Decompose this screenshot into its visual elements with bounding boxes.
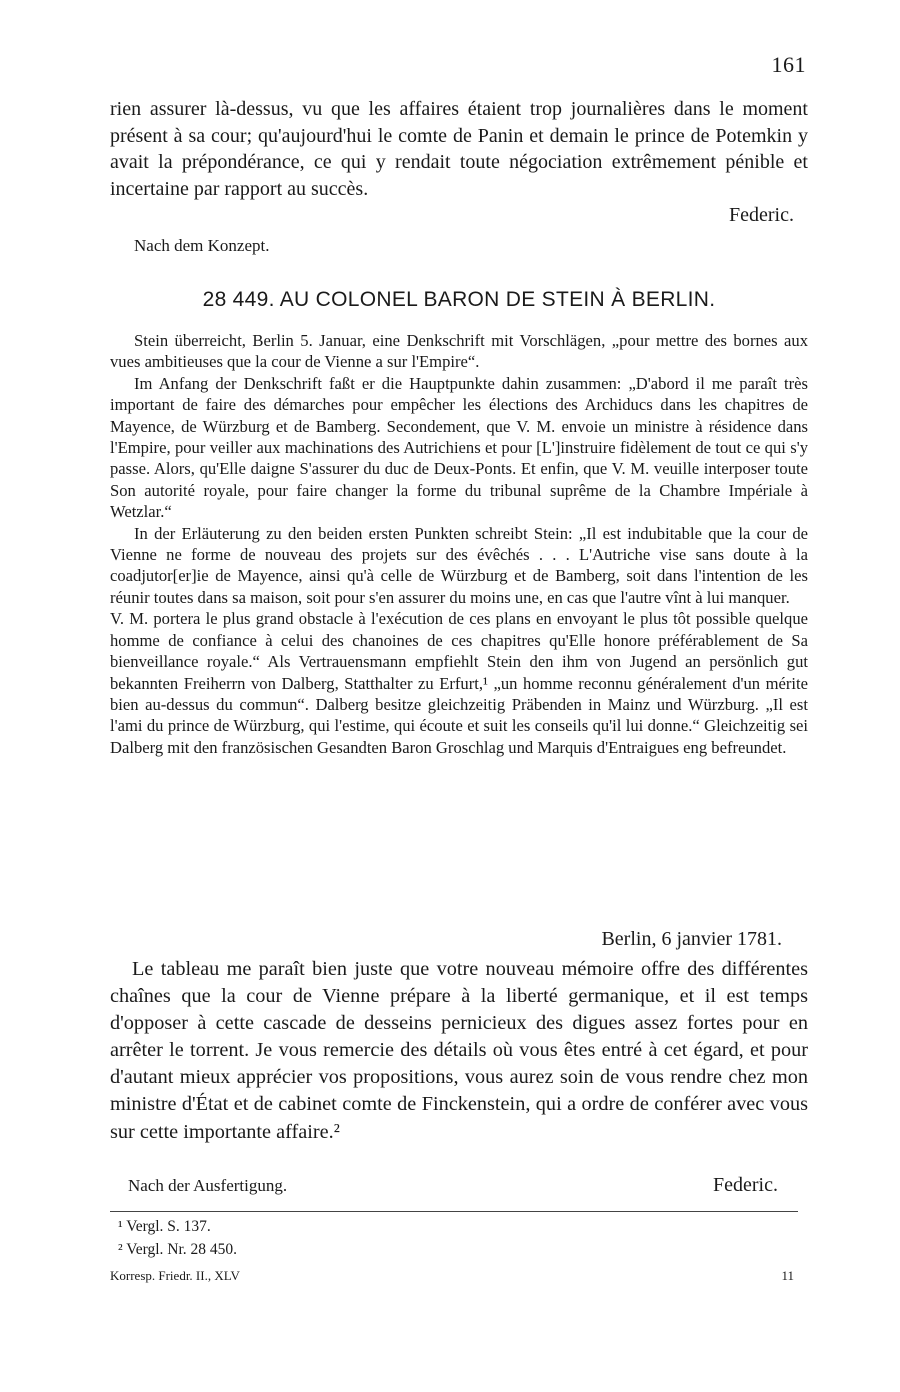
summary-paragraph: Stein überreicht, Berlin 5. Januar, eine Denkschrift mit Vorschlägen, „pour mettre des bornes aux vues ambitieuses que la cour de Vienne a sur l'Empire“. xyxy=(110,331,808,372)
source-note: Nach dem Konzept. xyxy=(134,235,270,255)
dateline: Berlin, 6 janvier 1781. xyxy=(601,928,782,950)
summary-block xyxy=(110,330,808,758)
summary-paragraph: V. M. portera le plus grand obstacle à l'exécution de ces plans en envoyant le plus tôt possible quelque homme de confiance à celui des chanoines de ces chapitres qu'Elle honore préférablement de Sa bienveillance royale.“ Als Vertrauensmann empfiehlt Stein den ihm von Jugend an persönlich gut bekannten Freiherrn von Dalberg, Statthalter zu Erfurt,¹ „un homme reconnu généralement d'un mérite bien au-dessus du commun“. Dalberg besitze gleichzeitig Präbenden in Mainz und Würzburg. „Il est l'ami du prince de Würzburg, qui l'estime, qui écoute et suit les conseils qu'il lui donne.“ Gleichzeitig sei Dalberg mit den französischen Gesandten Baron Groschlag und Marquis d'Entraigues eng befreundet. xyxy=(110,609,808,757)
letter-heading: 28 449. AU COLONEL BARON DE STEIN À BERLIN. xyxy=(202,288,716,311)
letter-source-note: Nach der Ausfertigung. xyxy=(128,1176,288,1195)
letter-signature: Federic. xyxy=(713,1174,778,1196)
summary-paragraph: In der Erläuterung zu den beiden ersten Punkten schreibt Stein: „Il est indubitable que la cour de Vienne ne forme de nouveau des projets sur des évêchés . . . L'Autriche vise sans doute à la coadjutor[er]ie de Mayence, ainsi qu'à celle de Würzburg et de Bamberg, soit dans l'intention de les réunir toutes dans sa maison, soit pour s'en assurer du moins une, en cas que l'autre vînt à lui manquer. xyxy=(110,523,808,607)
footnote: ² Vergl. Nr. 28 450. xyxy=(118,1241,238,1258)
letter-paragraph: Le tableau me paraît bien juste que votre nouveau mémoire offre des différentes chaînes que la cour de Vienne prépare à la liberté germanique, et il est temps d'opposer à cette cascade de desseins pernicieux des digues assez fortes pour en arrêter le torrent. Je vous remercie des détails où vous êtes entré à cet égard, et pour d'autant mieux apprécier vos propositions, vous aurez soin de vous rendre chez mon ministre d'État et de cabinet comte de Finckenstein, qui a ordre de conférer avec vous sur cette importante affaire.² xyxy=(110,958,808,1143)
continuation-paragraph: rien assurer là-dessus, vu que les affaires étaient trop journalières dans le moment présent à sa cour; qu'aujourd'hui le comte de Panin et demain le prince de Potemkin y avait la prépondérance, ce qui y rendait toute négociation extrêmement pénible et incertaine par rapport au succès. xyxy=(110,98,808,200)
footnotes xyxy=(118,1215,816,1261)
summary-paragraph: Im Anfang der Denkschrift faßt er die Hauptpunkte dahin zusammen: „D'abord il me paraît très important de faire des démarches pour empêcher les élections des Archiducs dans les chapitres de Mayence, de Würzburg et de Bamberg. Secondement, que V. M. envoie un ministre à résidence dans l'Empire, pour veiller aux machinations des Autrichiens et pour [L']instruire fidèlement de tout ce qui s'y passe. Alors, qu'Elle daigne S'assurer du duc de Deux-Ponts. Et enfin, que V. M. veuille interposer toute Son autorité royale, pour faire changer la forme du tribunal suprême de la Chambre Impériale à Wetzlar.“ xyxy=(110,373,808,522)
signature: Federic. xyxy=(729,204,794,226)
footnote: ¹ Vergl. S. 137. xyxy=(118,1218,211,1235)
sheet-number: 11 xyxy=(781,1268,794,1283)
footnote-divider xyxy=(110,1211,798,1212)
continuation-block xyxy=(110,96,808,259)
page-number: 161 xyxy=(771,52,806,77)
letter-body xyxy=(110,956,808,1146)
signature-mark: Korresp. Friedr. II., XLV xyxy=(110,1268,240,1283)
